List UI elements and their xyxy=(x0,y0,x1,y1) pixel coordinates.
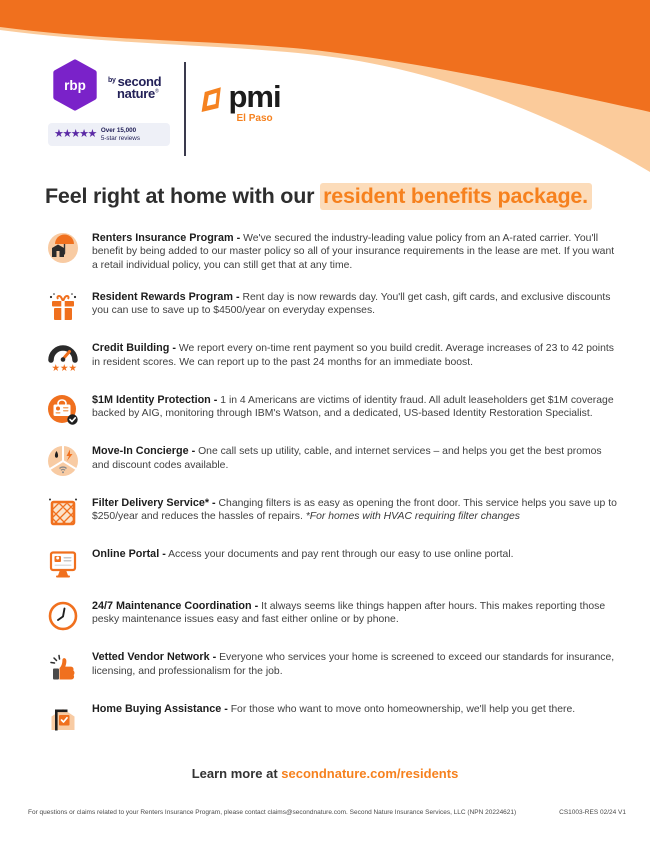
house-sold-icon xyxy=(45,702,81,736)
list-item-renters-insurance: Renters Insurance Program - We've secured the industry-leading value policy from an A-rated carrier. You'll benefit by being added to our master policy so all of your insurance requirements in the lease are met. If you want a retail individual policy, you can still get that at any time. xyxy=(45,231,620,272)
pmi-wordmark: pmi xyxy=(228,79,281,114)
list-item-credit-building: ★★★ Credit Building - We report every on-time rent payment so you build credit. Average increases of 23 to 42 points in resident scores. We can report up to the past 24 months for an immediate boost. xyxy=(45,341,620,375)
byline: by xyxy=(108,76,116,84)
monitor-icon xyxy=(45,547,81,581)
gift-icon xyxy=(45,290,81,324)
air-filter-icon xyxy=(45,496,81,530)
clock-icon xyxy=(45,599,81,633)
reviews-badge xyxy=(48,123,170,146)
second-nature-wordmark: by second nature® xyxy=(108,73,162,102)
pmi-logo xyxy=(200,79,281,124)
pmi-flag-icon xyxy=(200,84,224,121)
list-item-maintenance: 24/7 Maintenance Coordination - It always seems like things happen after hours. This makes reporting those pesky maintenance issues easy and fast either online or by phone. xyxy=(45,599,620,633)
registered-mark: ® xyxy=(154,88,159,95)
residents-link[interactable]: secondnature.com/residents xyxy=(281,766,459,781)
thumbs-up-icon xyxy=(45,650,81,684)
reviews-label: 5-star reviews xyxy=(100,134,141,142)
svg-text:★★★: ★★★ xyxy=(51,363,78,375)
list-item-vendor-network: Vetted Vendor Network - Everyone who services your home is screened to exceed our standards for insurance, licensing, and professionalism for the job. xyxy=(45,650,620,684)
list-item-online-portal: Online Portal - Access your documents and pay rent through our easy to use online portal. xyxy=(45,547,620,581)
filter-note: *For homes with HVAC requiring filter changes xyxy=(305,511,520,523)
footer-legal-text: For questions or claims related to your Renters Insurance Program, please contact claims@secondnature.com. Second Nature Insurance Services, LLC (NPN 20224621) xyxy=(28,809,517,816)
logo-row xyxy=(48,58,281,156)
credit-gauge-icon xyxy=(45,341,81,375)
logo-divider xyxy=(184,62,186,156)
headline-highlight: resident benefits package. xyxy=(320,183,592,210)
list-item-home-buying: Home Buying Assistance - For those who want to move onto homeownership, we'll help you get there. xyxy=(45,702,620,736)
list-item-resident-rewards: Resident Rewards Program - Rent day is now rewards day. You'll get cash, gift cards, and exclusive discounts you can use to save up to $4500/year on everyday expenses. xyxy=(45,290,620,324)
list-item-identity-protection: $1M Identity Protection - 1 in 4 Americans are victims of identity fraud. All adult leaseholders get $1M coverage backed by AIG, monitoring through IBM's Watson, and a dedicated, US-based Identity Restoration Specialist. xyxy=(45,393,620,427)
learn-more: Learn more at secondnature.com/residents xyxy=(191,766,459,781)
list-item-move-in-concierge: Move-In Concierge - One call sets up utility, cable, and internet services – and helps you get the best promos and discount codes available. xyxy=(45,444,620,478)
footer xyxy=(28,809,626,816)
five-stars-icon: ★★★★★ xyxy=(54,128,96,140)
rbp-logo xyxy=(48,58,174,146)
svg-text:rbp: rbp xyxy=(64,77,86,93)
id-card-shield-icon xyxy=(45,393,81,427)
page-title: Feel right at home with our resident benefits package. xyxy=(45,184,625,209)
pmi-location: El Paso xyxy=(236,113,273,124)
benefits-list xyxy=(45,231,620,753)
umbrella-house-icon xyxy=(45,231,81,272)
list-item-filter-delivery: Filter Delivery Service* - Changing filters is as easy as opening the front door. This service helps you save up to $250/year and reduces the hassles of repairs. *For homes with HVAC requiring filter changes xyxy=(45,496,620,530)
rbp-badge-icon xyxy=(48,58,102,117)
footer-doc-code: CS1003-RES 02/24 V1 xyxy=(559,809,626,816)
utilities-icon xyxy=(45,444,81,478)
reviews-count: Over 15,000 xyxy=(100,127,137,134)
